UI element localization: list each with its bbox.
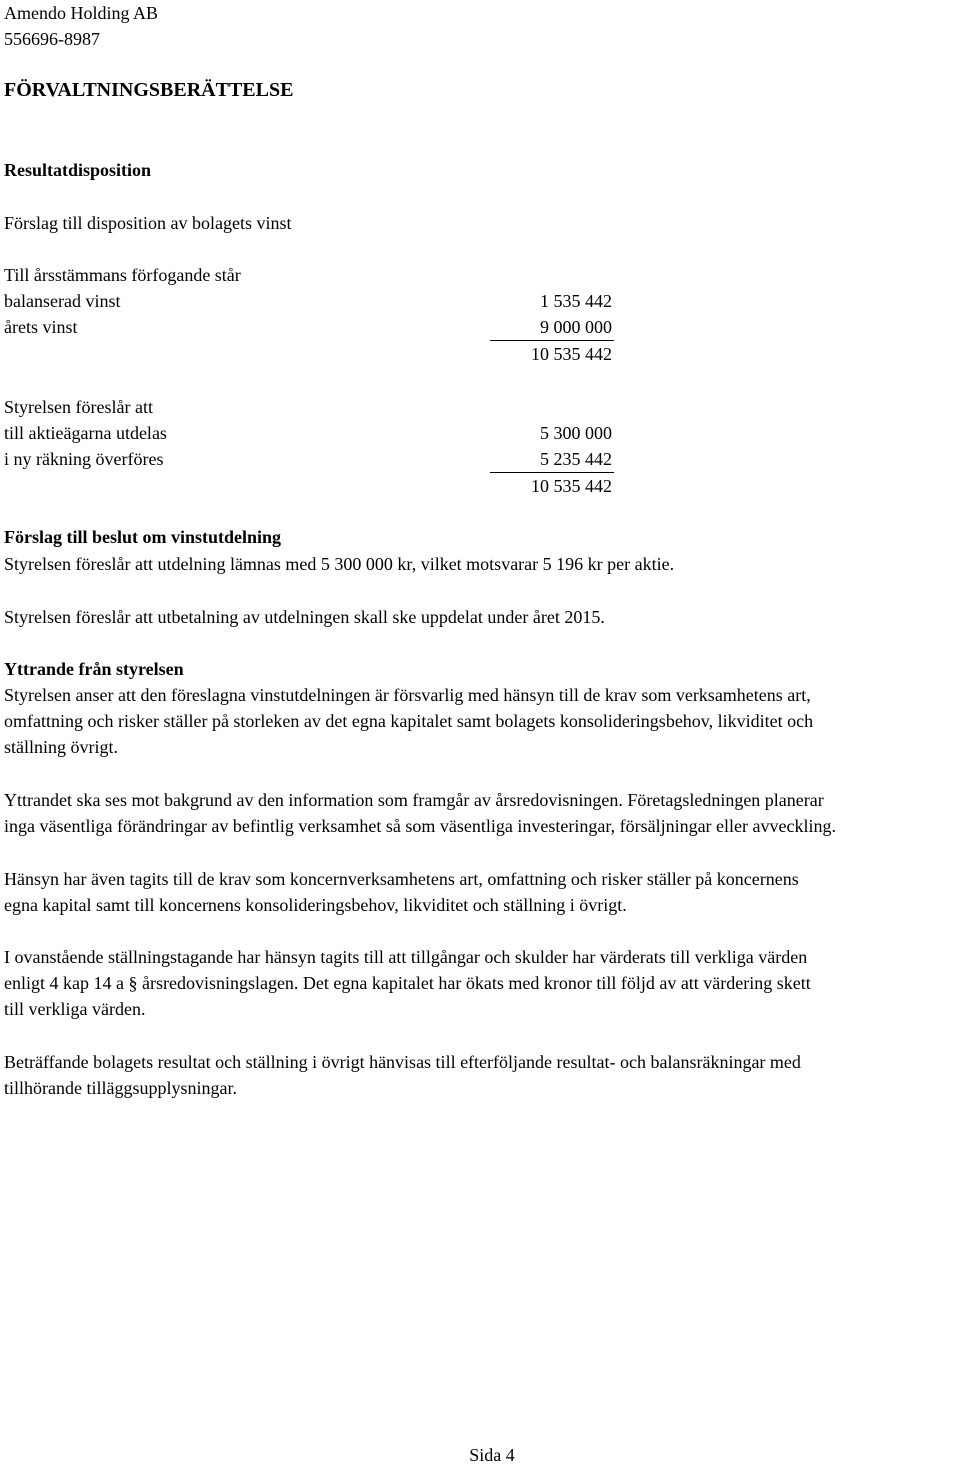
text-line: omfattning och risker ställer på storleken av det egna kapitalet samt bolagets konsolideringsbehov, likviditet och xyxy=(4,711,814,731)
company-name: Amendo Holding AB xyxy=(4,3,159,23)
text-line: inga väsentliga förändringar av befintlig verksamhet så som väsentliga investeringar, försäljningar eller avveckling. xyxy=(4,816,836,836)
text-line: enligt 4 kap 14 a § årsredovisningslagen. Det egna kapitalet har ökats med kronor till följd av att värdering skett xyxy=(4,973,811,993)
disposition-intro: Förslag till disposition av bolagets vinst xyxy=(4,213,292,233)
page-title: FÖRVALTNINGSBERÄTTELSE xyxy=(4,79,294,101)
proposal-total: 10 535 442 xyxy=(531,476,612,496)
statement-paragraph-2 xyxy=(4,787,960,839)
text-line: till verkliga värden. xyxy=(4,999,146,1019)
row-label: årets vinst xyxy=(4,317,78,337)
available-total: 10 535 442 xyxy=(531,344,612,364)
page-number: Sida 4 xyxy=(469,1445,515,1465)
row-value: 9 000 000 xyxy=(540,317,612,337)
dividend-payment: Styrelsen föreslår att utbetalning av utdelningen skall ske uppdelat under året 2015. xyxy=(4,607,605,627)
available-heading: Till årsstämmans förfogande står xyxy=(4,265,241,285)
section-heading-resultatdisposition: Resultatdisposition xyxy=(4,160,152,180)
org-number: 556696-8987 xyxy=(4,29,100,49)
section-heading-dividend: Förslag till beslut om vinstutdelning xyxy=(4,527,282,547)
statement-paragraph-4 xyxy=(4,944,960,1022)
text-line: Beträffande bolagets resultat och ställning i övrigt hänvisas till efterföljande resultat- och balansräkningar med xyxy=(4,1052,801,1072)
text-line: egna kapital samt till koncernens konsolideringsbehov, likviditet och ställning i övrigt. xyxy=(4,895,627,915)
dividend-text: Styrelsen föreslår att utdelning lämnas med 5 300 000 kr, vilket motsvarar 5 196 kr per aktie. xyxy=(4,554,675,574)
statement-paragraph-5 xyxy=(4,1049,960,1101)
row-label: i ny räkning överföres xyxy=(4,449,164,469)
statement-paragraph-1 xyxy=(4,682,960,760)
statement-paragraph-3 xyxy=(4,866,960,918)
text-line: tillhörande tilläggsupplysningar. xyxy=(4,1078,237,1098)
row-value: 5 300 000 xyxy=(540,423,612,443)
text-line: I ovanstående ställningstagande har hänsyn tagits till att tillgångar och skulder har värderats till verkliga värden xyxy=(4,947,808,967)
text-line: ställning övrigt. xyxy=(4,737,118,757)
text-line: Hänsyn har även tagits till de krav som koncernverksamhetens art, omfattning och risker ställer på koncernens xyxy=(4,869,799,889)
text-line: Styrelsen anser att den föreslagna vinstutdelningen är försvarlig med hänsyn till de krav som verksamhetens art, xyxy=(4,685,811,705)
row-value: 5 235 442 xyxy=(540,449,612,469)
section-heading-statement: Yttrande från styrelsen xyxy=(4,659,184,679)
proposal-heading: Styrelsen föreslår att xyxy=(4,397,153,417)
row-label: balanserad vinst xyxy=(4,291,121,311)
row-label: till aktieägarna utdelas xyxy=(4,423,167,443)
text-line: Yttrandet ska ses mot bakgrund av den information som framgår av årsredovisningen. Företagsledningen planerar xyxy=(4,790,824,810)
row-value: 1 535 442 xyxy=(540,291,612,311)
